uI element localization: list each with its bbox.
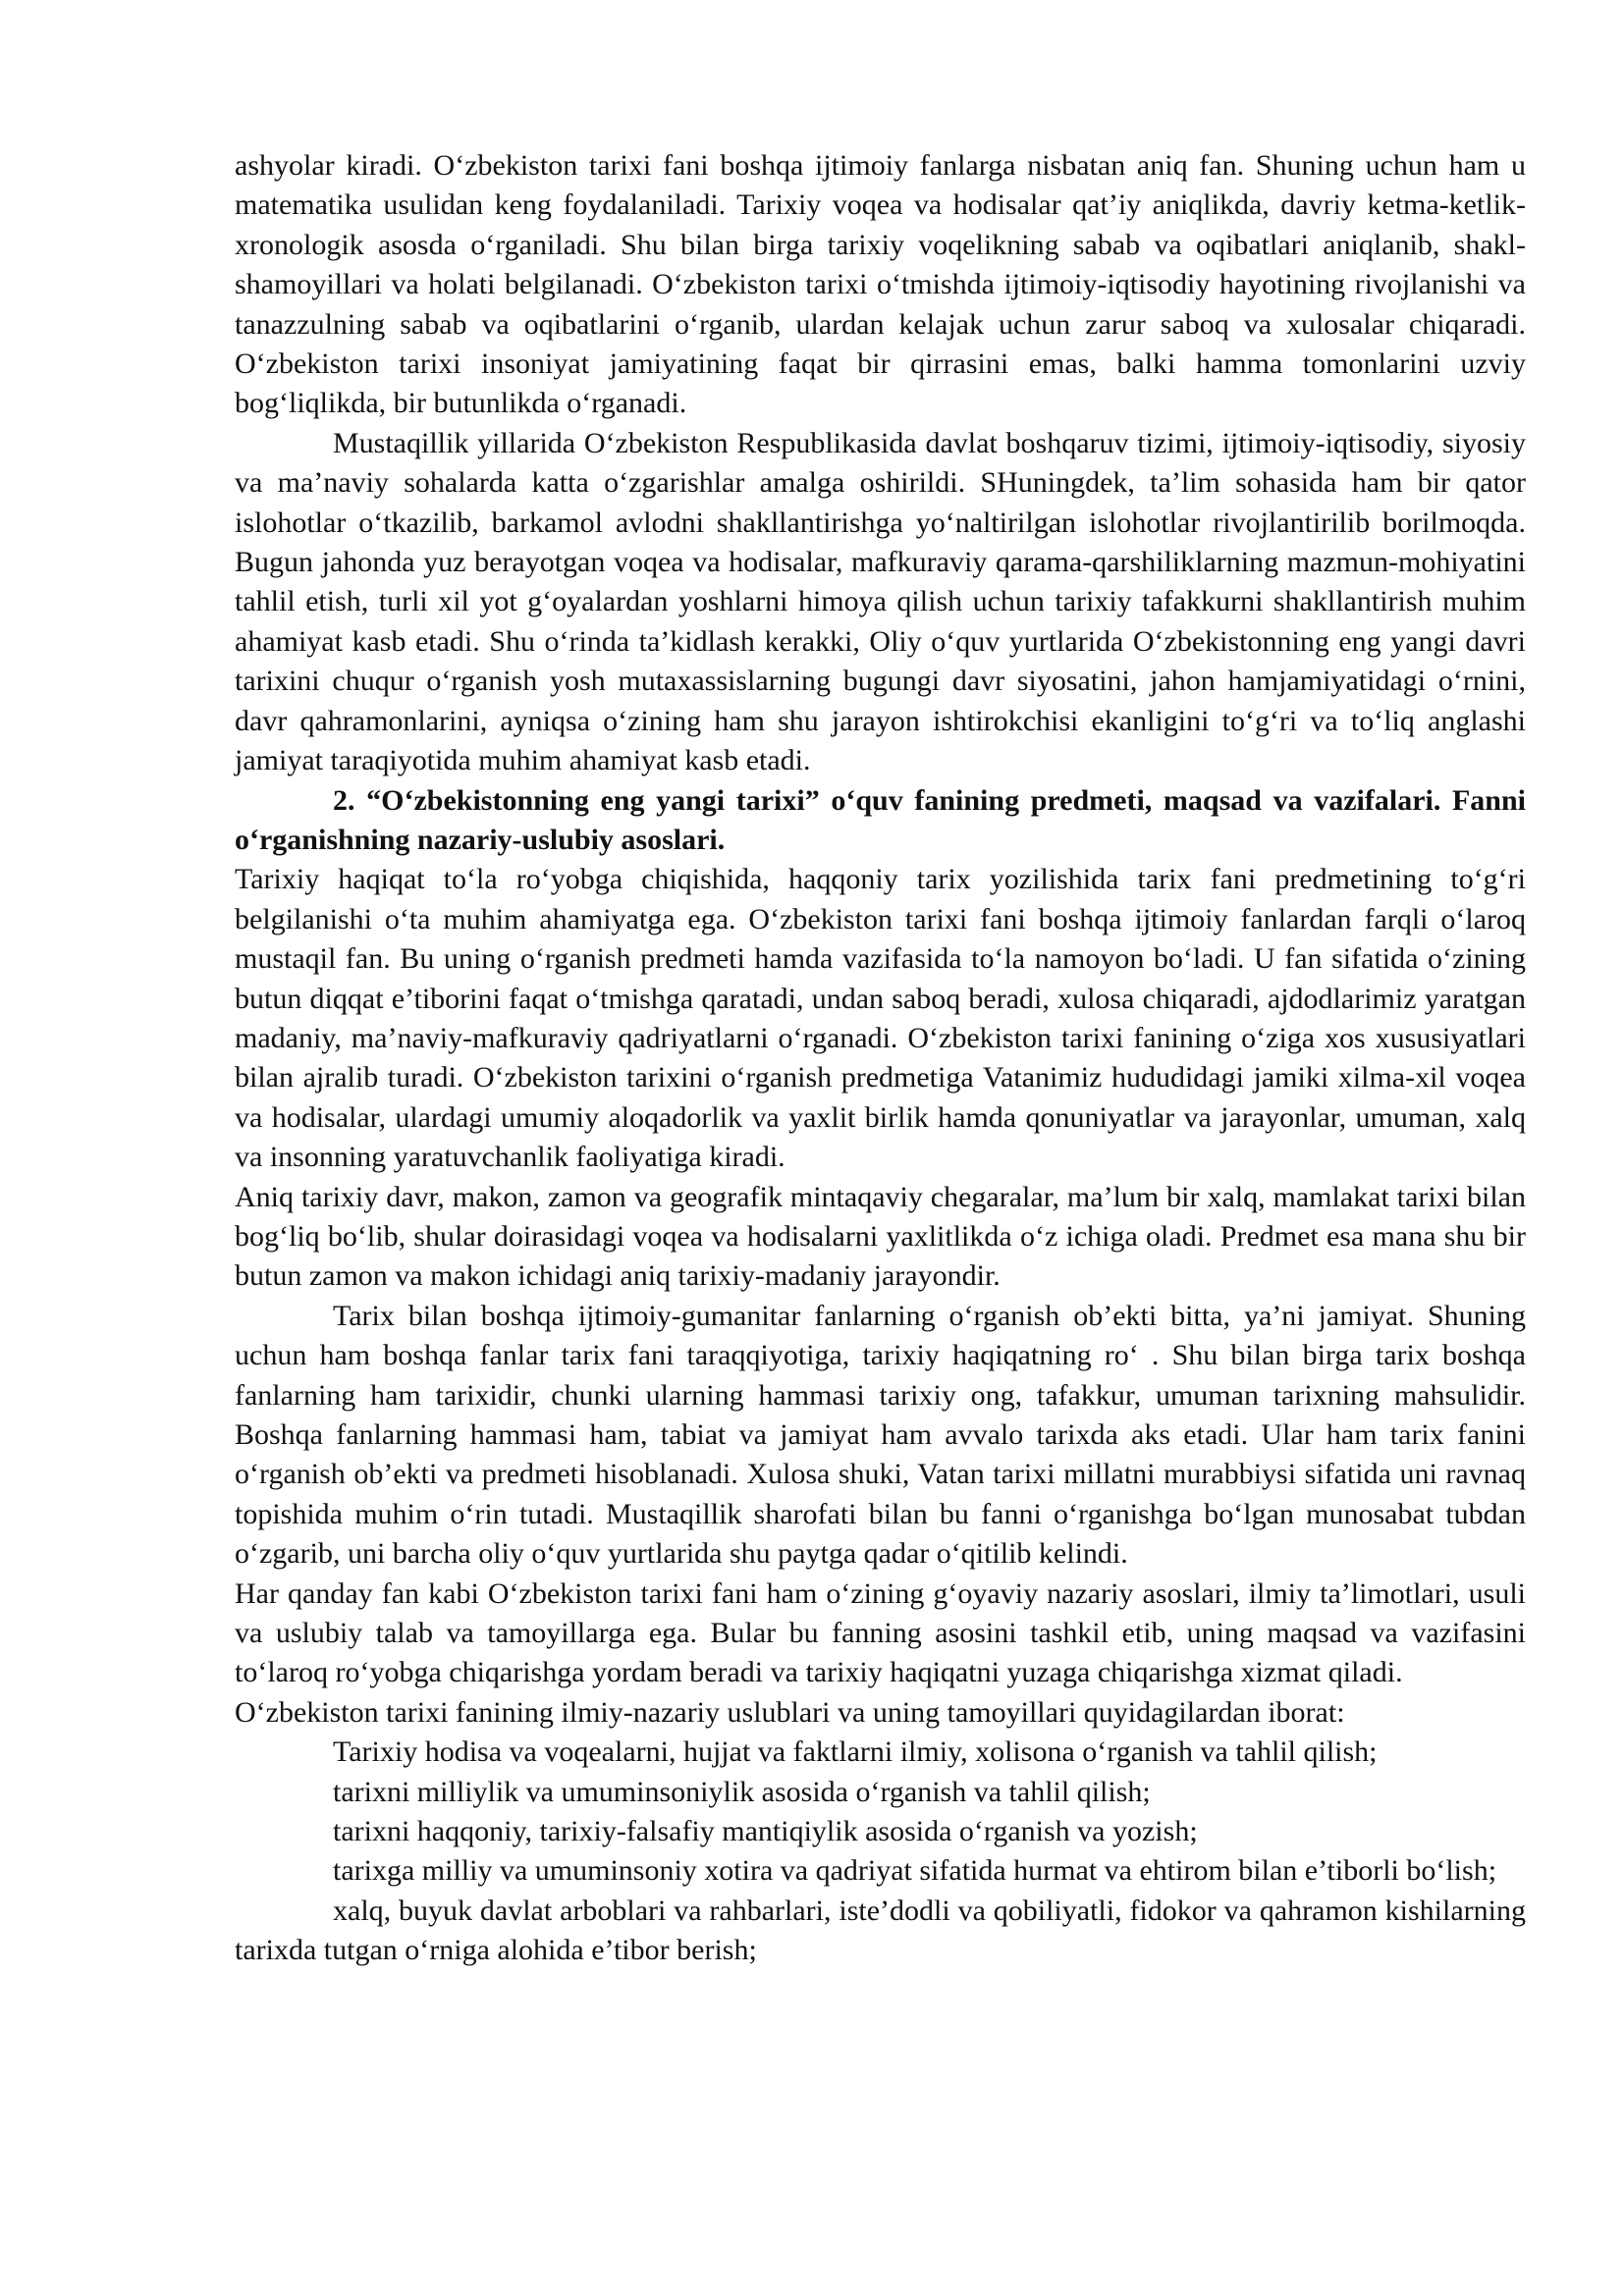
paragraph-5: Tarix bilan boshqa ijtimoiy-gumanitar fanlarning o‘rganish ob’ekti bitta, ya’ni jamiyat. Shuning uchun ham boshqa fanlar tarix fani taraqqiyotiga, tarixiy haqiqatning ro‘ . Shu bilan birga tarix boshqa fanlarning ham tarixidir, chunki ularning hammasi tarixiy ong, tafakkur, umuman tarixning mahsulidir. Boshqa fanlarning hammasi ham, tabiat va jamiyat ham avvalo tarixda aks etadi. Ular ham tarix fanini o‘rganish ob’ekti va predmeti hisoblanadi. Xulosa shuki, Vatan tarixi millatni murabbiysi sifatida uni ravnaq topishida muhim o‘rin tutadi. Mustaqillik sharofati bilan bu fanni o‘rganishga bo‘lgan munosabat tubdan o‘zgarib, uni barcha oliy o‘quv yurtlarida shu paytga qadar o‘qitilib kelindi. — [235, 1299, 1526, 1571]
list-item-4: tarixga milliy va umuminsoniy xotira va qadriyat sifatida hurmat va ehtirom bilan e’tiborli bo‘lish; — [333, 1854, 1497, 1888]
paragraph-4: Aniq tarixiy davr, makon, zamon va geografik mintaqaviy chegaralar, ma’lum bir xalq, mamlakat tarixi bilan bog‘liq bo‘lib, shular doirasidagi voqea va hodisalarni yaxlitlikda o‘z ichiga oladi. Predmet esa mana shu bir butun zamon va makon ichidagi aniq tarixiy-madaniy jarayondir. — [235, 1180, 1526, 1293]
document-page — [235, 146, 1526, 1971]
paragraph-1: ashyolar kiradi. O‘zbekiston tarixi fani boshqa ijtimoiy fanlarga nisbatan aniq fan. Shuning uchun ham u matematika usulidan keng foydalaniladi. Tarixiy voqea va hodisalar qat’iy aniqlikda, davriy ketma-ketlik-xronologik asosda o‘rganiladi. Shu bilan birga tarixiy voqelikning sabab va oqibatlari aniqlanib, shakl-shamoyillari va holati belgilanadi. O‘zbekiston tarixi o‘tmishda ijtimoiy-iqtisodiy hayotining rivojlanishi va tanazzulning sabab va oqibatlarini o‘rganib, ulardan kelajak uchun zarur saboq va xulosalar chiqaradi. O‘zbekiston tarixi insoniyat jamiyatining faqat bir qirrasini emas, balki hamma tomonlarini uzviy bog‘liqlikda, bir butunlikda o‘rganadi. — [235, 149, 1526, 420]
paragraph-6: Har qanday fan kabi O‘zbekiston tarixi fani ham o‘zining g‘oyaviy nazariy asoslari, ilmiy ta’limotlari, usuli va uslubiy talab va tamoyillarga ega. Bular bu fanning asosini tashkil etib, uning maqsad va vazifasini to‘laroq ro‘yobga chiqarishga yordam beradi va tarixiy haqiqatni yuzaga chiqarishga xizmat qiladi. — [235, 1576, 1526, 1689]
list-item-2: tarixni milliylik va umuminsoniylik asosida o‘rganish va tahlil qilish; — [333, 1775, 1151, 1808]
paragraph-3: Tarixiy haqiqat to‘la ro‘yobga chiqishida, haqqoniy tarix yozilishida tarix fani predmetining to‘g‘ri belgilanishi o‘ta muhim ahamiyatga ega. O‘zbekiston tarixi fani boshqa ijtimoiy fanlardan farqli o‘laroq mustaqil fan. Bu uning o‘rganish predmeti hamda vazifasida to‘la namoyon bo‘ladi. U fan sifatida o‘zining butun diqqat e’tiborini faqat o‘tmishga qaratadi, undan saboq beradi, xulosa chiqaradi, ajdodlarimiz yaratgan madaniy, ma’naviy-mafkuraviy qadriyatlarni o‘rganadi. O‘zbekiston tarixi fanining o‘ziga xos xususiyatlari bilan ajralib turadi. O‘zbekiston tarixini o‘rganish predmetiga Vatanimiz hududidagi jamiki xilma-xil voqea va hodisalar, ulardagi umumiy aloqadorlik va yaxlit birlik hamda qonuniyatlar va jarayonlar, umuman, xalq va insonning yaratuvchanlik faoliyatiga kiradi. — [235, 863, 1526, 1174]
paragraph-2: Mustaqillik yillarida O‘zbekiston Respublikasida davlat boshqaruv tizimi, ijtimoiy-iqtisodiy, siyosiy va ma’naviy sohalarda katta o‘zgarishlar amalga oshirildi. SHuningdek, ta’lim sohasida ham bir qator islohotlar o‘tkazilib, barkamol avlodni shakllantirishga yo‘naltirilgan islohotlar rivojlantirilib borilmoqda. Bugun jahonda yuz berayotgan voqea va hodisalar, mafkuraviy qarama-qarshiliklarning mazmun-mohiyatini tahlil etish, turli xil yot g‘oyalardan yoshlarni himoya qilish uchun tarixiy tafakkurni shakllantirish muhim ahamiyat kasb etadi. Shu o‘rinda ta’kidlash kerakki, Oliy o‘quv yurtlarida O‘zbekistonning eng yangi davri tarixini chuqur o‘rganish yosh mutaxassislarning bugungi davr siyosatini, jahon hamjamiyatidagi o‘rnini, davr qahramonlarini, ayniqsa o‘zining ham shu jarayon ishtirokchisi ekanligini to‘g‘ri va to‘liq anglashi jamiyat taraqiyotida muhim ahamiyat kasb etadi. — [235, 426, 1526, 777]
paragraph-7: O‘zbekiston tarixi fanining ilmiy-nazariy uslublari va uning tamoyillari quyidagilardan iborat: — [235, 1695, 1345, 1729]
section-heading: 2. “O‘zbekistonning eng yangi tarixi” o‘quv fanining predmeti, maqsad va vazifalari. Fanni o‘rganishning nazariy-uslubiy asoslari. — [235, 783, 1526, 856]
list-item-1: Tarixiy hodisa va voqealarni, hujjat va faktlarni ilmiy, xolisona o‘rganish va tahlil qilish; — [333, 1735, 1378, 1769]
list-item-5: xalq, buyuk davlat arboblari va rahbarlari, iste’dodli va qobiliyatli, fidokor va qahramon kishilarning tarixda tutgan o‘rniga alohida e’tibor berish; — [235, 1894, 1526, 1967]
list-item-3: tarixni haqqoniy, tarixiy-falsafiy mantiqiylik asosida o‘rganish va yozish; — [333, 1815, 1198, 1848]
